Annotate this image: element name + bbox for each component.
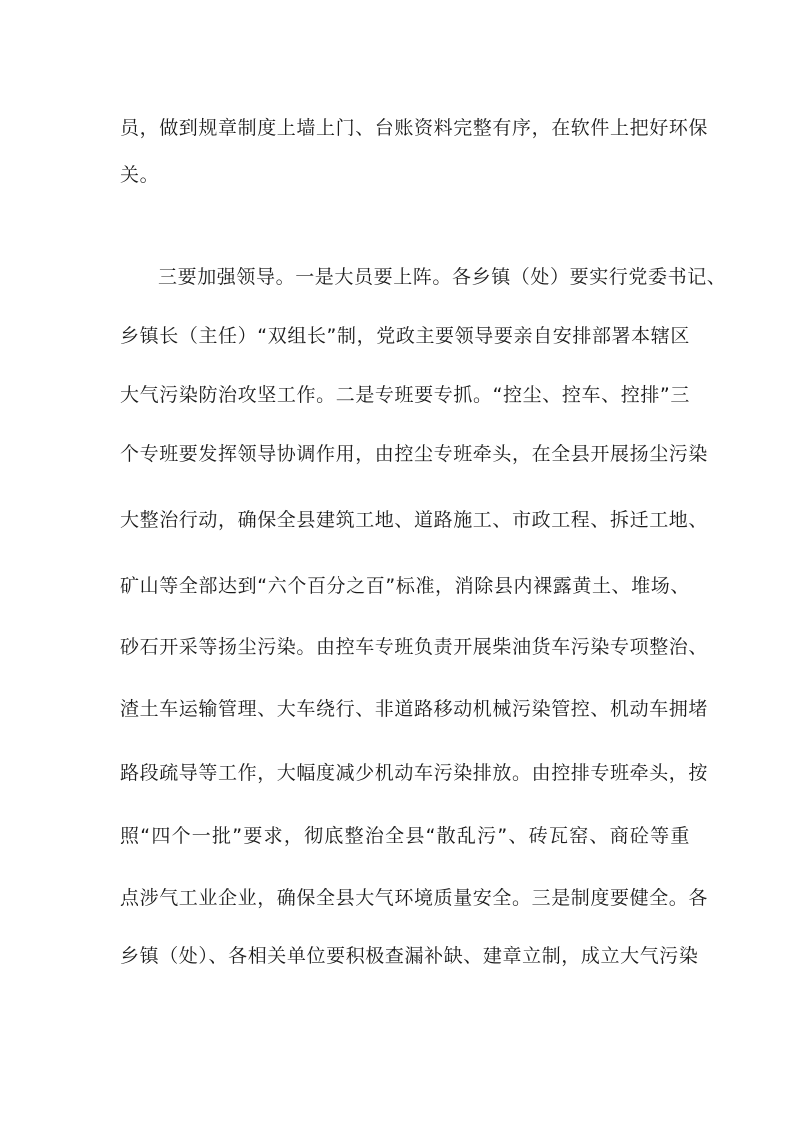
paragraph-1-line-2: 关。 bbox=[120, 164, 160, 186]
paragraph-2-line-10: 照“四个一批”要求，彻底整治全县“散乱污”、砖瓦窑、商砼等重 bbox=[120, 825, 690, 847]
paragraph-2-line-8: 渣土车运输管理、大车绕行、非道路移动机械污染管控、机动车拥堵 bbox=[120, 698, 709, 720]
paragraph-2-line-7: 砂石开采等扬尘污染。由控车专班负责开展柴油货车污染专项整治、 bbox=[120, 636, 709, 658]
paragraph-2-line-9: 路段疏导等工作，大幅度减少机动车污染排放。由控排专班牵头，按 bbox=[120, 762, 709, 784]
paragraph-2-line-12: 乡镇（处）、各相关单位要积极查漏补缺、建章立制，成立大气污染 bbox=[120, 945, 699, 967]
paragraph-2-line-2: 乡镇长（主任）“双组长”制，党政主要领导要亲自安排部署本辖区 bbox=[120, 325, 690, 347]
paragraph-1-line-1: 员，做到规章制度上墙上门、台账资料完整有序，在软件上把好环保 bbox=[120, 117, 709, 139]
paragraph-2-line-1: 三要加强领导。一是大员要上阵。各乡镇（处）要实行党委书记、 bbox=[158, 266, 727, 288]
paragraph-2-line-6: 矿山等全部达到“六个百分之百”标准，消除县内裸露黄土、堆场、 bbox=[120, 575, 690, 597]
paragraph-2-line-3: 大气污染防治攻坚工作。二是专班要专抓。“控尘、控车、控排”三 bbox=[120, 384, 690, 406]
paragraph-2-line-5: 大整治行动，确保全县建筑工地、道路施工、市政工程、拆迁工地、 bbox=[120, 509, 709, 531]
paragraph-2-line-4: 个专班要发挥领导协调作用，由控尘专班牵头，在全县开展扬尘污染 bbox=[120, 443, 709, 465]
paragraph-2-line-11: 点涉气工业企业，确保全县大气环境质量安全。三是制度要健全。各 bbox=[120, 887, 709, 909]
